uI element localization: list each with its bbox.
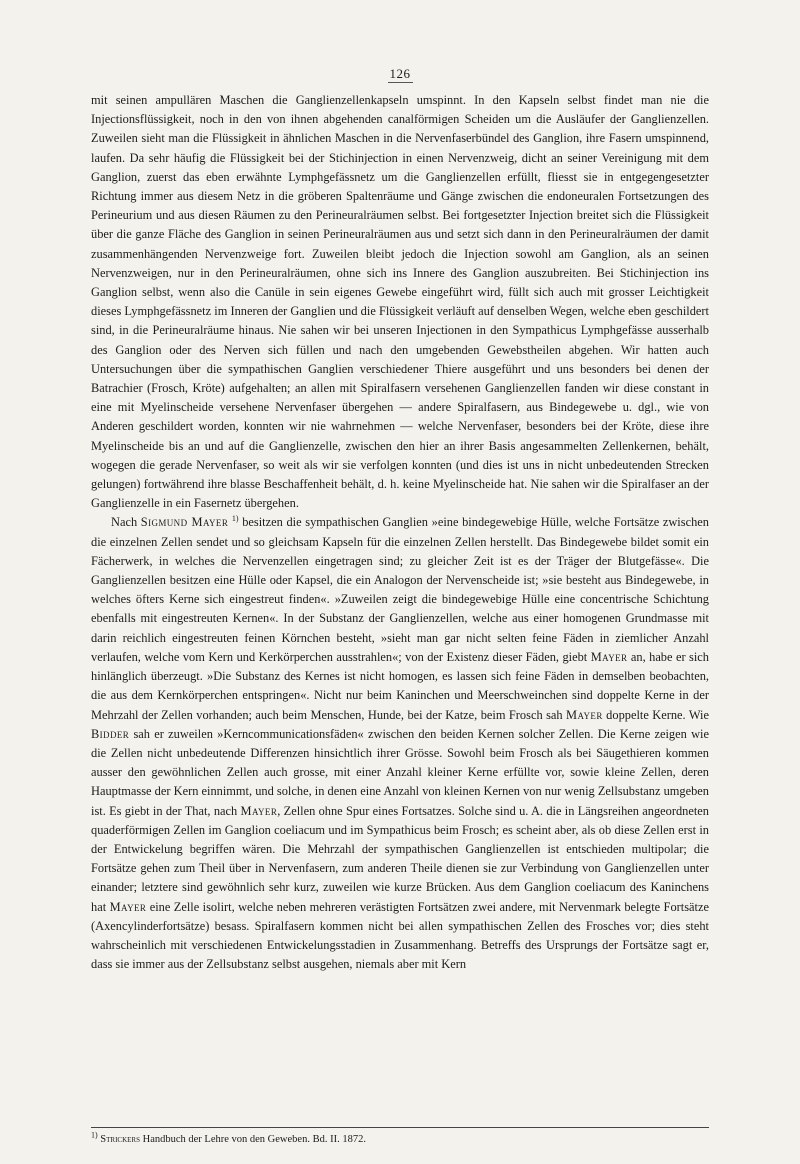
footnote-marker: 1): [91, 1130, 98, 1140]
text-segment: Nach: [111, 515, 141, 530]
footnote-author: Strickers: [100, 1134, 140, 1145]
footnote-reference: 1): [231, 514, 239, 524]
author-name: Bidder: [91, 726, 130, 741]
text-segment: sah er zuweilen »Kerncommunicationsfäden« zwischen den beiden Kernen solcher Zellen. Die Kerne zeigen wie die Zellen nicht unbedeutende Differenzen hinsichtlich ihrer Grösse. Sowohl beim Frosch als bei Säugethieren kommen ausser den gewöhnlichen Zellen auch grosse, mit einer Anzahl kleiner Kerne erfüllte vor, sowie kleine Zellen, deren Hauptmasse der Kern einnimmt, und solche, in denen eine Anzahl von kleinen Kernen von nur wenig Zellsubstanz umgeben ist. Es giebt in der That, nach: [91, 726, 709, 818]
author-name: Mayer: [109, 899, 147, 914]
text-segment: an, habe er sich hinlänglich überzeugt. »Die Substanz des Kernes ist nicht homogen, es lassen sich feine Fäden in demselben beobachten, die aus dem Kernkörperchen entspringen«. Nicht nur beim Kaninchen und Meerschweinchen sind doppelte Kerne in der Mehrzahl der Zellen vorhanden; auch beim Menschen, Hunde, bei der Katze, beim Frosch sah: [91, 649, 709, 722]
author-name: Sigmund Mayer: [140, 515, 229, 530]
footnote-divider: [91, 1127, 709, 1128]
author-name: Mayer: [566, 707, 603, 722]
text-segment: eine Zelle isolirt, welche neben mehreren verästigten Fortsätzen zwei andere, mit Nervenmark belegte Fortsätze (Axencylinderfortsätze) besass. Spiralfasern kommen nicht bei allen sympathischen Zellen des Frosches vor; dies steht wahrscheinlich mit verschiedenen Entwickelungsstadien in Zusammenhang. Betreffs des Ursprungs der Fortsätze sagt er, dass sie immer aus der Zellsubstanz selbst ausgehen, niemals aber mit Kern: [91, 899, 709, 972]
page-number: [0, 66, 800, 82]
text-segment: mit seinen ampullären Maschen die Ganglienzellenkapseln umspinnt. In den Kapseln selbst findet man nie die Injectionsflüssigkeit, noch in den von ihnen abgehenden canalförmigen Scheiden um die Ausläufer der Ganglienzellen. Zuweilen sieht man die Flüssigkeit in ähnlichen Maschen in die Nervenfaserbündel des Ganglion, ihre Fasern umspinnend, laufen. Da sehr häufig die Flüssigkeit bei der Stichinjection in einen Nervenzweig, dicht an seiner Vereinigung mit dem Ganglion, zuerst das eben erwähnte Lymphgefässnetz um die Ganglienzellen erfüllt, fliesst sie in entgegengesetzter Richtung immer aus diesem Netz in die gröberen Spaltenräume und Gänge zwischen die endoneuralen Fortsetzungen des Perineurium und aus diesen Räumen zu den Perineuralräumen selbst. Bei fortgesetzter Injection breitet sich die Flüssigkeit über die ganze Fläche des Ganglion in seinen Perineuralräumen aus und setzt sich dann in den Perineuralräumen der damit zusammenhängenden Nervenzweige fort. Zuweilen bleibt jedoch die Injection sowohl am Ganglion, als an seinen Nervenzweigen, nur in den Perineuralräumen, ohne sich ins Innere des Ganglion auszubreiten. Bei Stichinjection ins Ganglion selbst, wenn also die Canüle in sein eigenes Gewebe eingeführt wird, füllt sich auch mit grosser Leichtigkeit dieses Lymphgefässnetz im Inneren der Ganglien und die Flüssigkeit verläuft auf denselben Wegen, welche eben geschildert sind, in die Perineuralräume hinaus. Nie sahen wir bei unseren Injectionen in den Sympathicus Lymphgefässe ausserhalb des Ganglion oder des Nerven sich füllen und nach den umgebenden Gewebstheilen abgehen. Wir hatten auch Untersuchungen über die sympathischen Ganglien verschiedener Thiere ausgeführt und uns besonders bei denen der Batrachier (Frosch, Kröte) aufgehalten; an allen mit Spiralfasern versehenen Ganglienzellen fanden wir diese constant in eine mit Myelinscheide versehene Nervenfaser übergehen — andere Spiralfasern, aus Bindegewebe u. dgl., wie von Anderen geschildert worden, konnten wir nie wahrnehmen — welche Nervenfaser, besonders bei der Kröte, diese ihre Myelinscheide bis an und auf die Ganglienzelle, zwischen den hier an ihrer Basis angesammelten Zellenkernen, behält, wogegen die gerade Nervenfaser, so weit als wir sie verfolgen konnten (und dies ist uns in nicht unbedeutenden Strecken gelungen) fortwährend ihre blasse Beschaffenheit behält, d. h. keine Myelinscheide hat. Nie sahen wir die Spiralfaser an der Ganglienzelle in ein Fasernetz übergehen.: [91, 93, 709, 511]
footnote: [91, 1130, 709, 1147]
text-segment: doppelte Kerne. Wie: [602, 707, 709, 722]
main-text: [91, 91, 709, 974]
paragraph-2: [91, 513, 709, 974]
paragraph-1: [91, 91, 709, 513]
page-number-text: 126: [389, 66, 411, 81]
author-name: Mayer: [590, 649, 628, 664]
text-segment: besitzen die sympathischen Ganglien »eine bindegewebige Hülle, welche Fortsätze zwischen die einzelnen Zellen sendet und so gleichsam Kapseln für die einzelnen Zellen herstellt. Das Bindegewebe bildet somit ein Fächerwerk, in welches die Nervenzellen eingetragen sind; zu gleicher Zeit ist es der Träger der Blutgefässe«. Die Ganglienzellen besitzen eine Hülle oder Kapsel, die ein Analogon der Nervenscheide ist; »sie besteht aus Bindegewebe, in welches öfters Kerne sich eingestreut finden«. »Zuweilen zeigt die bindegewebige Hülle eine concentrische Schichtung ebenfalls mit eingestreuten Kernen«. In der Substanz der Ganglienzellen, welche aus einer homogenen Grundmasse mit darin reichlich eingestreuten feinen Körnchen besteht, »sieht man gar nicht selten feine Fäden in ziemlicher Anzahl verlaufen, welche vom Kern und Kerkörperchen ausstrahlen«; von der Existenz dieser Fäden, giebt: [91, 515, 709, 664]
author-name: Mayer: [240, 803, 278, 818]
text-segment: , Zellen ohne Spur eines Fortsatzes. Solche sind u. A. die in Längsreihen angeordneten quaderförmigen Zellen im Ganglion coeliacum und im Sympathicus beim Frosch; es scheint aber, als ob diese Zellen erst in der Entwickelung begriffen wären. Die Mehrzahl der sympathischen Ganglienzellen ist entschieden multipolar; die Fortsätze gehen zum Theil über in Nervenfasern, zum anderen Theile dienen sie zur Verbindung von Ganglienzellen unter einander; letztere sind gewöhnlich sehr kurz, zuweilen wie kurze Brücken. Aus dem Ganglion coeliacum des Kaninchens hat: [91, 803, 709, 914]
footnote-text: Handbuch der Lehre von den Geweben. Bd. II. 1872.: [139, 1134, 366, 1145]
